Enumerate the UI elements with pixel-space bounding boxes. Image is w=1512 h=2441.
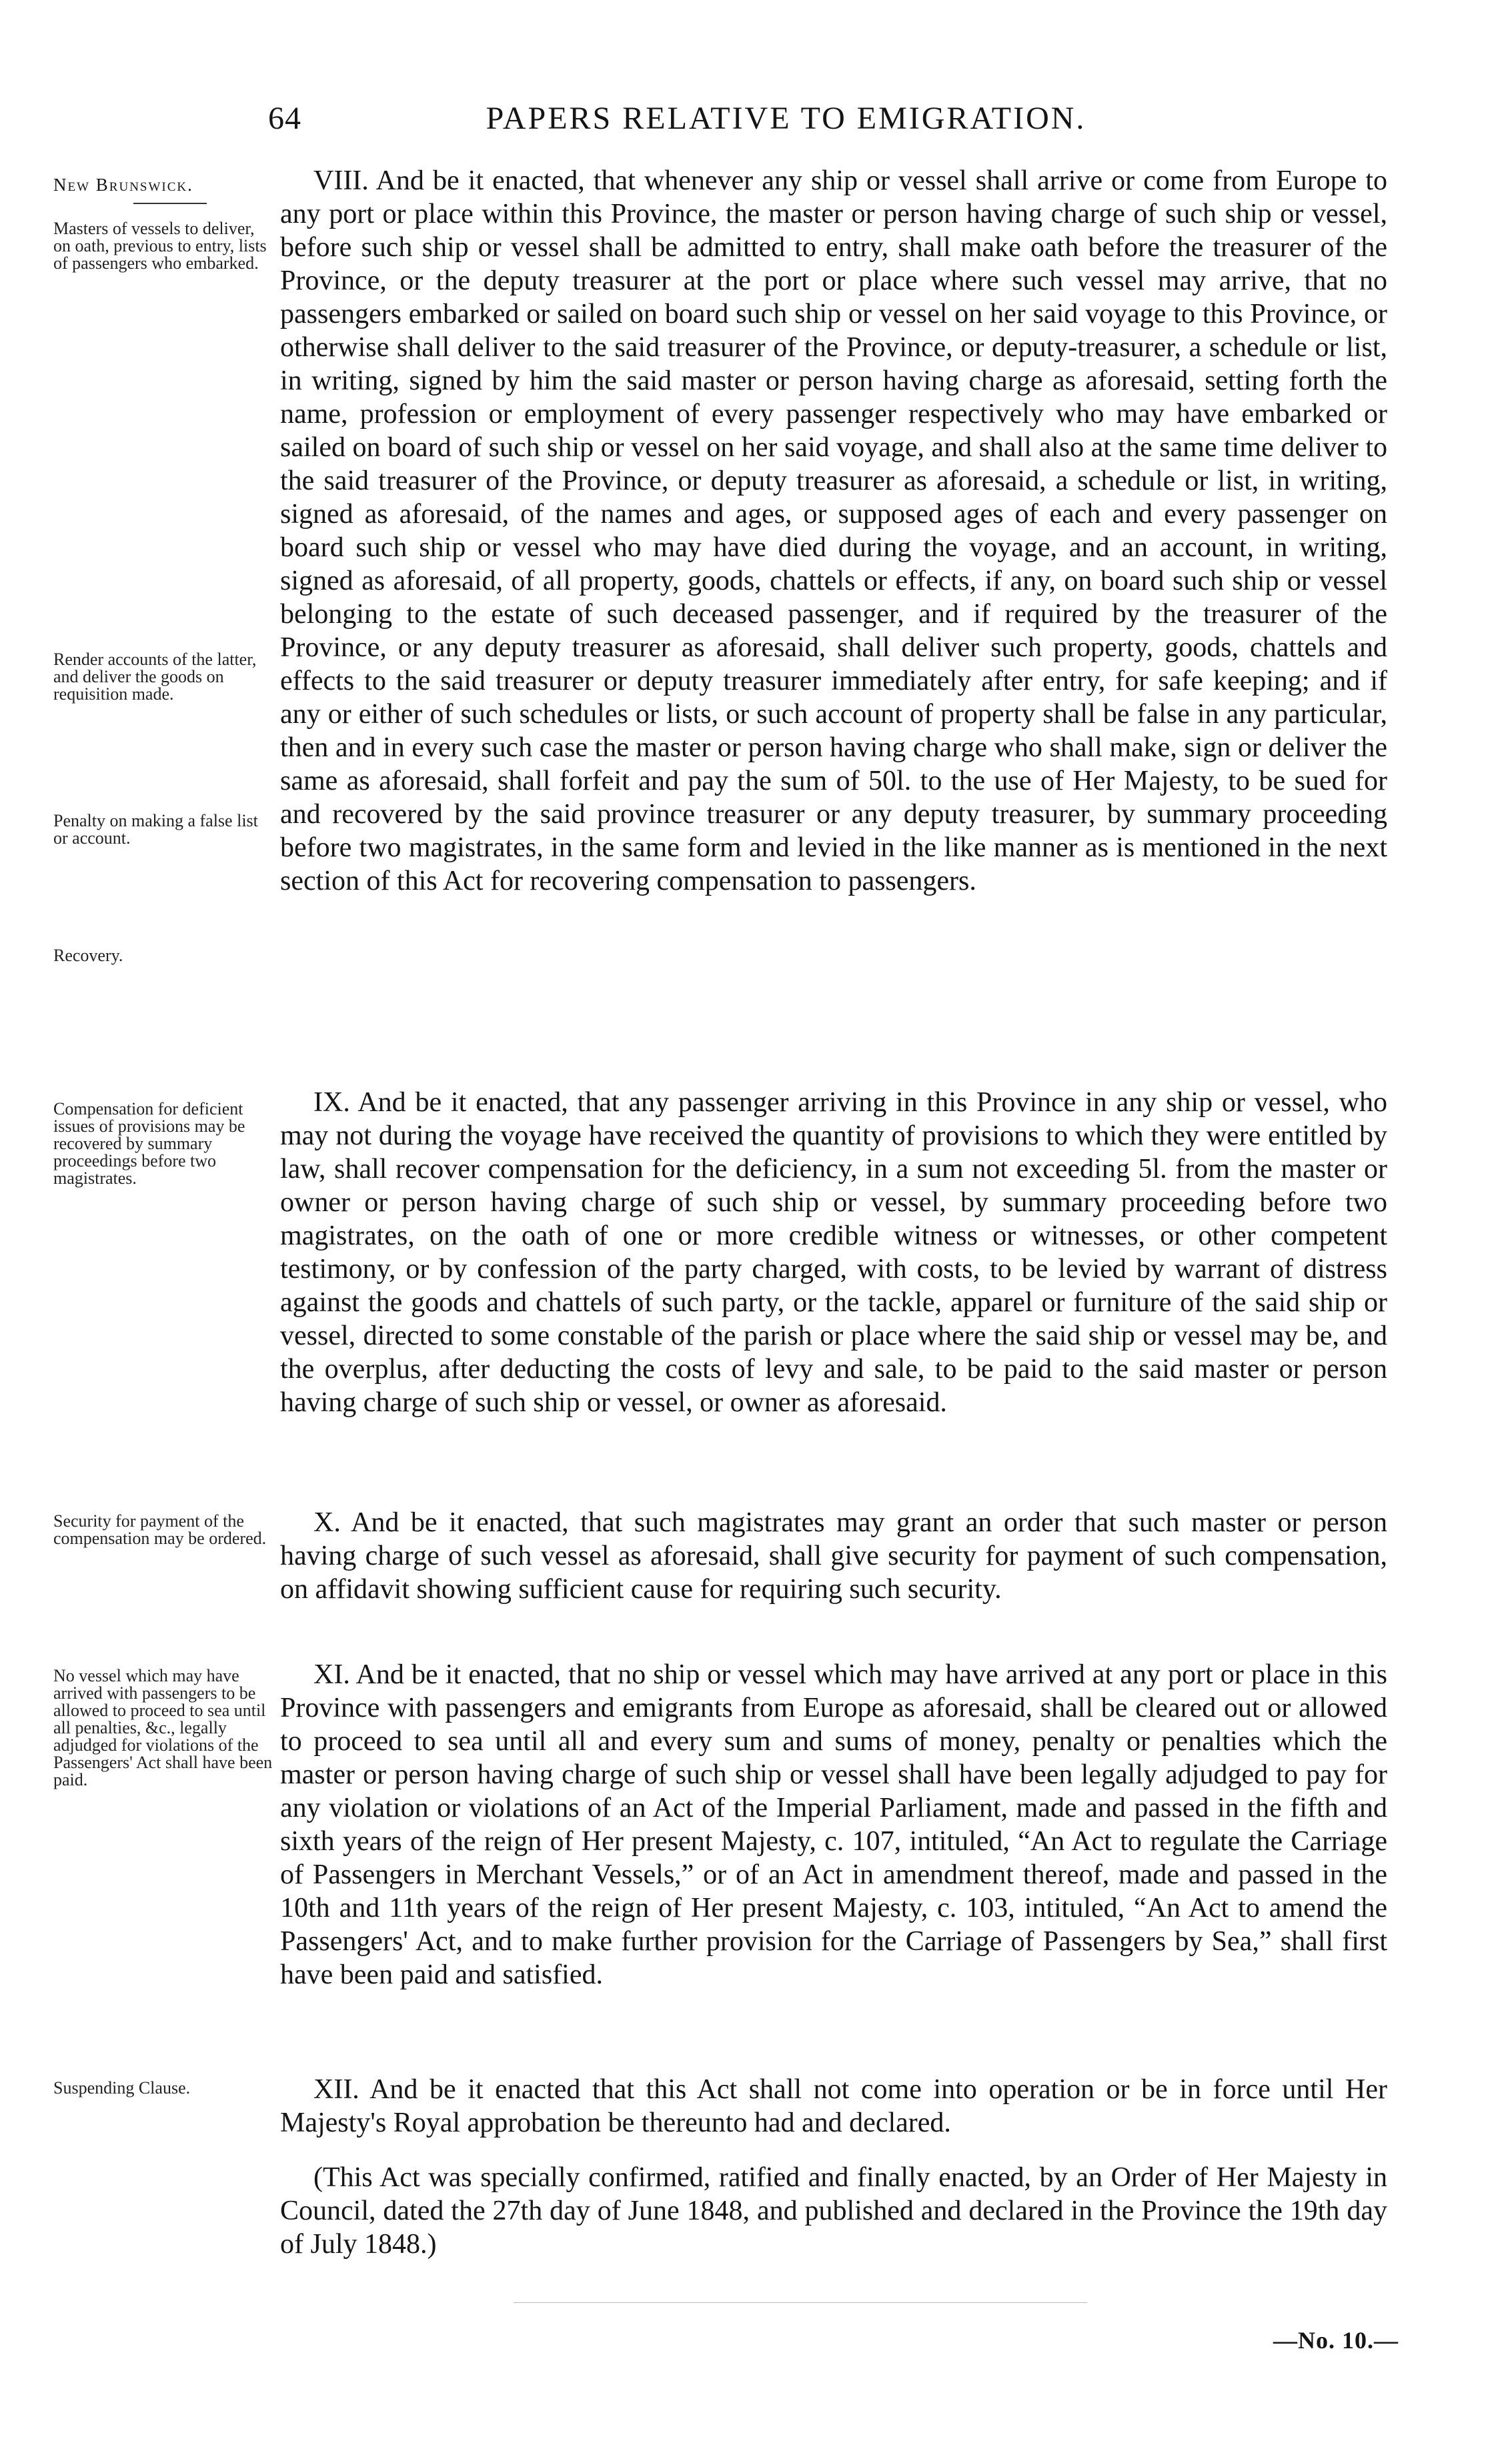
section-viii: VIII. And be it enacted, that whenever any ship or vessel shall arrive or come from Europe to any port or place within this Province, the master or person having charge of such ship or vessel, before such ship or vessel shall be admitted to entry, shall make oath before the treasurer of the Province, or the deputy treasurer at the port or place where such vessel may arrive, that no passengers embarked or sailed on board such ship or vessel on her said voyage to this Province, or otherwise shall deliver to the said treasurer of the Province, or deputy-treasurer, a schedule or list, in writing, signed by him the said master or person having charge as aforesaid, setting forth the name, profession or employment of every passenger respectively who may have embarked or sailed on board of such ship or vessel on her said voyage, and shall also at the same time deliver to the said treasurer of the Province, or deputy treasurer as aforesaid, a schedule or list, in writing, signed as aforesaid, of the names and ages, or supposed ages of each and every passenger on board such ship or vessel who may have died during the voyage, and an account, in writing, signed as aforesaid, of all property, goods, chattels or effects, if any, on board such ship or vessel belonging to the estate of such deceased passenger, and if required by the treasurer of the Province, or any deputy treasurer as aforesaid, shall deliver such property, goods, chattels and effects to the said treasurer or deputy treasurer immediately after entry, for safe keeping; and if any or either of such schedules or lists, or such account of property shall be false in any particular, then and in every such case the master or person having charge who shall make, sign or deliver the same as aforesaid, shall forfeit and pay the sum of 50l. to the use of Her Majesty, to be sued for and recovered by the said province treasurer or any deputy treasurer, by summary proceeding before two magistrates, in the same form and levied in the like manner as is mentioned in the next section of this Act for recovering compensation to passengers. — [280, 165, 1387, 896]
section-x: X. And be it enacted, that such magistrates may grant an order that such master or person having charge of such vessel as aforesaid, shall give security for payment of such compensation, on affidavit showing sufficient cause for requiring such security. — [280, 1507, 1387, 1605]
margin-place-heading: New Brunswick. — [53, 175, 193, 195]
margin-note-penalty-false-list: Penalty on making a false list or account. — [53, 811, 258, 848]
section-ix: IX. And be it enacted, that any passenger arriving in this Province in any ship or vessel, who may not during the voyage have received the quantity of provisions to which they were entitled by law, shall recover compensation for the deficiency, in a sum not exceeding 5l. from the master or owner or person having charge of such ship or vessel, by summary proceeding before two magistrates, on the oath of one or more credible witness or witnesses, or other competent testimony, or by confession of the party charged, with costs, to be levied by warrant of distress against the goods and chattels of such party, or the tackle, apparel or furniture of the said ship or vessel, directed to some constable of the parish or place where the said ship or vessel may be, and the overplus, after deducting the costs of levy and sale, to be paid to the said master or person having charge of such ship or vessel, or owner as aforesaid. — [280, 1087, 1387, 1418]
running-head: PAPERS RELATIVE TO EMIGRATION. — [486, 101, 1086, 136]
page-number: 64 — [268, 101, 301, 136]
document-number-footer: —No. 10.— — [1273, 2327, 1399, 2354]
margin-note-render-accounts: Render accounts of the latter, and deliver the goods on requisition made. — [53, 650, 257, 704]
margin-rule — [133, 203, 207, 204]
confirmation-note: (This Act was specially confirmed, ratified and finally enacted, by an Order of Her Majesty in Council, dated the 27th day of June 1848, and published and declared in the Province the 19th day of July 1848.) — [280, 2162, 1387, 2260]
margin-note-compensation: Compensation for deficient issues of provisions may be recovered by summary proceedings before two magistrates. — [53, 1099, 245, 1188]
margin-note-recovery: Recovery. — [53, 946, 123, 965]
section-xi: XI. And be it enacted, that no ship or vessel which may have arrived at any port or place in this Province with passengers and emigrants from Europe as aforesaid, shall be cleared out or allowed to proceed to sea until all and every sum and sums of money, penalty or penalties which the master or person having charge of such ship or vessel shall have been legally adjudged to pay for any violation or violations of an Act of the Imperial Parliament, made and passed in the fifth and sixth years of the reign of Her present Majesty, c. 107, intituled, “An Act to regulate the Carriage of Passengers in Merchant Vessels,” or of an Act in amendment thereof, made and passed in the 10th and 11th years of the reign of Her present Majesty, c. 103, intituled, “An Act to amend the Passengers' Act, and to make further provision for the Carriage of Passengers by Sea,” shall first have been paid and satisfied. — [280, 1659, 1387, 1990]
margin-note-suspending-clause: Suspending Clause. — [53, 2078, 191, 2098]
footer-rule — [514, 2302, 1087, 2303]
section-xii: XII. And be it enacted that this Act shall not come into operation or be in force until Her Majesty's Royal approbation be thereunto had and declared. — [280, 2074, 1387, 2138]
margin-note-masters-oath: Masters of vessels to deliver, on oath, previous to entry, lists of passengers who embarked. — [53, 219, 267, 273]
margin-note-security: Security for payment of the compensation may be ordered. — [53, 1511, 267, 1548]
margin-note-no-vessel-cleared: No vessel which may have arrived with passengers to be allowed to proceed to sea until all penalties, &c., legally adjudged for violations of the Passengers' Act shall have been paid. — [53, 1666, 273, 1789]
